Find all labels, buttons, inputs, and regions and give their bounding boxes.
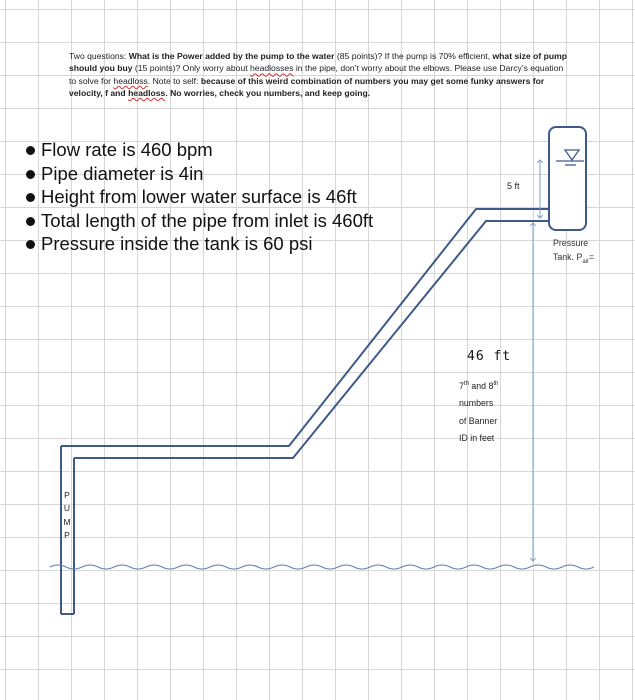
given-pipe-diameter: Pipe diameter is 4in <box>26 162 373 186</box>
given-flow-rate: Flow rate is 460 bpm <box>26 138 373 162</box>
given-tank-pressure: Pressure inside the tank is 60 psi <box>26 232 373 256</box>
tank-label: Pressure Tank. $P_{air}=$ <box>553 238 595 265</box>
banner-id-note: 7th and 8th numbers of Banner ID in feet <box>459 380 499 444</box>
pump-label: P U M P <box>63 490 71 541</box>
pressure-tank <box>549 127 586 230</box>
given-height: Height from lower water surface is 46ft <box>26 185 373 209</box>
question-text: Two questions: What is the Power added by the pump to the water (85 points)? If the pump is 70% efficient, what size of pump should you buy (15 points)? Only worry about headlosses in the pipe, don’t worry about the elbows. Please use Darcy’s equation to solve for headloss. Note to self: because of this weird combination of numbers you may get some funky answers for velocity, f and headloss. No worries, check you numbers, and keep going. <box>69 51 567 99</box>
height-handwritten-label: 46 ft <box>467 349 512 364</box>
water-surface <box>50 565 594 569</box>
five-ft-label: 5 ft <box>507 181 520 191</box>
given-pipe-length: Total length of the pipe from inlet is 460ft <box>26 209 373 233</box>
